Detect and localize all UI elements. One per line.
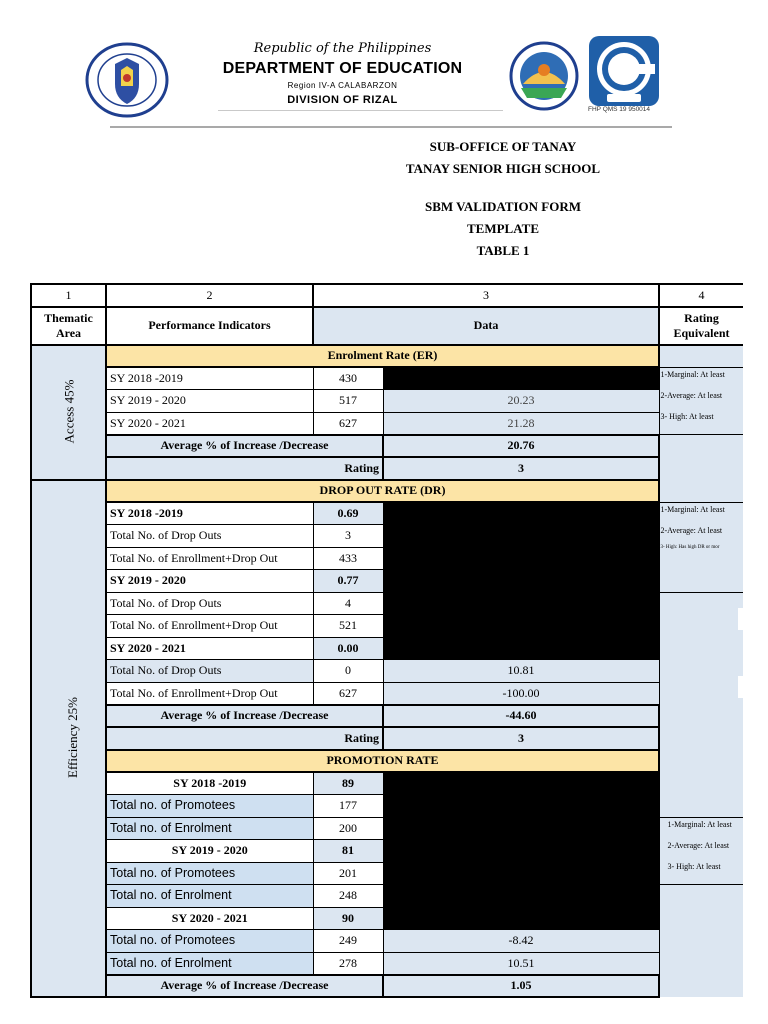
thematic-efficiency-label: Efficiency 25%	[64, 697, 80, 779]
dr-rating-blank	[659, 592, 743, 772]
table-row	[31, 367, 743, 390]
dr-row-3-label: Total No. of Enrollment+Drop Out	[106, 547, 313, 570]
pr-section-title: PROMOTION RATE	[106, 750, 659, 773]
dr-row-8-data: 10.81	[383, 660, 659, 683]
er-scale-3: 3- High: At least	[660, 411, 714, 421]
dr-rating-scale	[659, 502, 743, 592]
pr-row-3-value: 200	[313, 817, 383, 840]
header-divider	[110, 126, 672, 128]
dr-row-3-value: 433	[313, 547, 383, 570]
er-row-3-value: 627	[313, 412, 383, 435]
pr-rating-blank-lower	[659, 885, 743, 998]
dr-average-value: -44.60	[383, 705, 659, 728]
col-number-3: 3	[313, 284, 659, 307]
dr-average-row	[31, 705, 743, 728]
table-title: TABLE 1	[476, 243, 530, 258]
pr-row-6-label: Total no. of Enrolment	[106, 885, 313, 908]
col-number-1: 1	[31, 284, 106, 307]
certification-number: FHP QMS 19 950014	[588, 106, 651, 113]
letterhead-text	[200, 40, 485, 108]
table-row	[31, 660, 743, 683]
pr-row-5-label: Total no. of Promotees	[106, 862, 313, 885]
col-number-4: 4	[659, 284, 743, 307]
er-average-blank	[659, 435, 743, 458]
er-rating-row	[31, 457, 743, 480]
table-row	[31, 502, 743, 525]
dr-row-2-value: 3	[313, 525, 383, 548]
dr-redacted-block	[383, 502, 659, 660]
dr-rating-row	[31, 727, 743, 750]
header-data: Data	[313, 307, 659, 345]
dr-rating-label: Rating	[106, 727, 383, 750]
dr-row-9-label: Total No. of Enrollment+Drop Out	[106, 682, 313, 705]
er-rating-label: Rating	[106, 457, 383, 480]
pr-scale-3: 3- High: At least	[667, 861, 721, 871]
dr-section-title: DROP OUT RATE (DR)	[106, 480, 659, 503]
pr-row-1-value: 89	[313, 772, 383, 795]
er-section-row	[31, 345, 743, 368]
dr-row-4-value: 0.77	[313, 570, 383, 593]
dr-row-6-value: 521	[313, 615, 383, 638]
pr-row-1-label: SY 2018 -2019	[106, 772, 313, 795]
er-scale-2: 2-Average: At least	[660, 390, 723, 400]
er-row-3-label: SY 2020 - 2021	[106, 412, 313, 435]
dr-rating-value: 3	[383, 727, 659, 750]
er-row-2-data: 20.23	[383, 390, 659, 413]
column-number-row	[31, 284, 743, 307]
region-name: Region IV-A CALABARZON	[287, 81, 398, 90]
er-average-row	[31, 435, 743, 458]
rating-column-gap	[738, 608, 768, 630]
pr-redacted-block	[383, 772, 659, 930]
header-row	[31, 307, 743, 345]
dr-row-8-label: Total No. of Drop Outs	[106, 660, 313, 683]
er-average-label: Average % of Increase /Decrease	[106, 435, 383, 458]
er-row-1-data	[383, 367, 659, 390]
template-title: TEMPLATE	[467, 221, 539, 236]
dr-scale-3: 3- High: Has high DR or mor	[660, 544, 720, 550]
table-row	[31, 682, 743, 705]
dr-row-8-value: 0	[313, 660, 383, 683]
er-row-1-label: SY 2018 -2019	[106, 367, 313, 390]
table-row	[31, 390, 743, 413]
sbm-validation-table	[30, 283, 744, 998]
tuv-nord-iso-logo	[589, 36, 659, 106]
header-rating-equivalent: Rating Equivalent	[659, 307, 743, 345]
header-thematic-area: Thematic Area	[31, 307, 106, 345]
dr-blank-rating	[659, 480, 743, 503]
pr-row-6-value: 248	[313, 885, 383, 908]
dr-scale-1: 1-Marginal: At least	[660, 504, 725, 514]
er-row-2-label: SY 2019 - 2020	[106, 390, 313, 413]
er-section-title: Enrolment Rate (ER)	[106, 345, 659, 368]
thematic-access	[31, 345, 106, 480]
sub-office-title: SUB-OFFICE OF TANAY	[429, 139, 577, 154]
dr-row-6-label: Total No. of Enrollment+Drop Out	[106, 615, 313, 638]
pr-scale-2: 2-Average: At least	[667, 840, 730, 850]
er-average-value: 20.76	[383, 435, 659, 458]
dr-row-1-value: 0.69	[313, 502, 383, 525]
pr-row-9-value: 278	[313, 952, 383, 975]
letterhead-divider	[218, 110, 503, 111]
er-row-1-value: 430	[313, 367, 383, 390]
pr-rating-blank	[659, 772, 743, 817]
table-row	[31, 772, 743, 795]
republic-line: Republic of the Philippines	[253, 41, 432, 56]
division-name: DIVISION OF RIZAL	[287, 94, 398, 106]
er-scale-1: 1-Marginal: At least	[660, 369, 725, 379]
deped-seal-logo	[85, 42, 169, 118]
er-rating-blank	[659, 457, 743, 480]
dr-row-7-label: SY 2020 - 2021	[106, 637, 313, 660]
table-row	[31, 952, 743, 975]
pr-row-5-value: 201	[313, 862, 383, 885]
dr-row-9-data: -100.00	[383, 682, 659, 705]
pr-row-7-label: SY 2020 - 2021	[106, 907, 313, 930]
dr-scale-2: 2-Average: At least	[660, 525, 723, 535]
table-row	[31, 412, 743, 435]
form-title: SBM VALIDATION FORM	[424, 199, 582, 214]
rizal-division-seal-logo	[509, 40, 579, 112]
dr-section-row	[31, 480, 743, 503]
table-row	[31, 930, 743, 953]
er-blank-rating	[659, 345, 743, 368]
dr-row-2-label: Total No. of Drop Outs	[106, 525, 313, 548]
pr-row-4-label: SY 2019 - 2020	[106, 840, 313, 863]
dr-average-label: Average % of Increase /Decrease	[106, 705, 383, 728]
thematic-access-label: Access 45%	[61, 379, 76, 444]
pr-scale-1: 1-Marginal: At least	[667, 819, 732, 829]
pr-average-row	[31, 975, 743, 998]
pr-section-row	[31, 750, 743, 773]
header-performance-indicators: Performance Indicators	[106, 307, 313, 345]
dr-row-7-value: 0.00	[313, 637, 383, 660]
er-rating-scale	[659, 367, 743, 435]
pr-row-7-value: 90	[313, 907, 383, 930]
pr-row-2-value: 177	[313, 795, 383, 818]
er-row-3-data: 21.28	[383, 412, 659, 435]
pr-row-8-value: 249	[313, 930, 383, 953]
rating-column-gap	[738, 676, 768, 698]
school-title: TANAY SENIOR HIGH SCHOOL	[405, 161, 601, 176]
pr-rating-scale	[659, 817, 743, 885]
pr-row-2-label: Total no. of Promotees	[106, 795, 313, 818]
pr-row-8-label: Total no. of Promotees	[106, 930, 313, 953]
pr-row-4-value: 81	[313, 840, 383, 863]
pr-row-8-data: -8.42	[383, 930, 659, 953]
er-rating-value: 3	[383, 457, 659, 480]
pr-row-9-label: Total no. of Enrolment	[106, 952, 313, 975]
dr-row-9-value: 627	[313, 682, 383, 705]
dr-row-5-label: Total No. of Drop Outs	[106, 592, 313, 615]
pr-average-label: Average % of Increase /Decrease	[106, 975, 383, 998]
col-number-2: 2	[106, 284, 313, 307]
er-row-2-value: 517	[313, 390, 383, 413]
dr-row-1-label: SY 2018 -2019	[106, 502, 313, 525]
department-name: DEPARTMENT OF EDUCATION	[222, 60, 463, 77]
dr-row-5-value: 4	[313, 592, 383, 615]
thematic-efficiency	[31, 480, 106, 998]
dr-row-4-label: SY 2019 - 2020	[106, 570, 313, 593]
pr-row-9-data: 10.51	[383, 952, 659, 975]
pr-row-3-label: Total no. of Enrolment	[106, 817, 313, 840]
pr-average-value: 1.05	[383, 975, 659, 998]
